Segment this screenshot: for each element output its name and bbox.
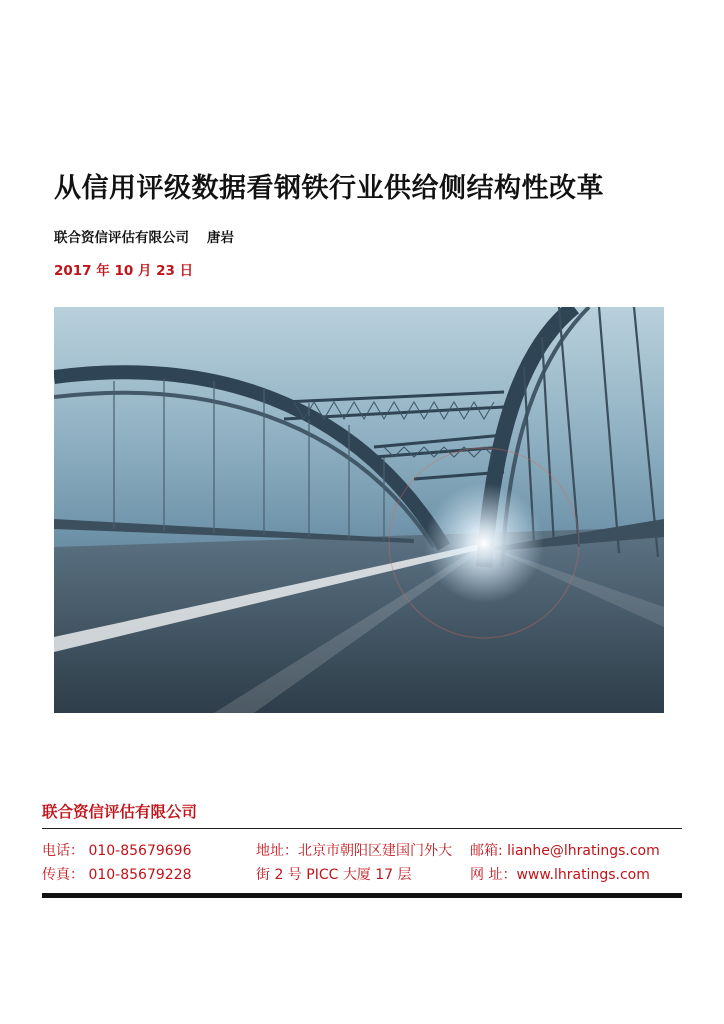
address-line-2: 街 2 号 PICC 大厦 17 层: [256, 867, 412, 883]
fax-number: 传真： 010-85679228: [42, 867, 192, 883]
footer-bottom-rule: [42, 893, 682, 898]
phone-number: 电话： 010-85679696: [42, 843, 192, 859]
website-link[interactable]: 网 址：www.lhratings.com: [470, 867, 650, 883]
organization-name: 联合资信评估有限公司: [54, 230, 189, 246]
footer-company-name: 联合资信评估有限公司: [42, 803, 198, 821]
email-address[interactable]: 邮箱: lianhe@lhratings.com: [470, 843, 660, 859]
report-date: 2017 年 10 月 23 日: [54, 263, 194, 279]
author-name: 唐岩: [207, 230, 234, 246]
address-line-1: 地址：北京市朝阳区建国门外大: [256, 843, 452, 859]
footer-divider: [42, 828, 682, 829]
byline: [54, 226, 234, 246]
cover-image: [54, 307, 664, 713]
report-title: 从信用评级数据看钢铁行业供给侧结构性改革: [54, 173, 604, 204]
